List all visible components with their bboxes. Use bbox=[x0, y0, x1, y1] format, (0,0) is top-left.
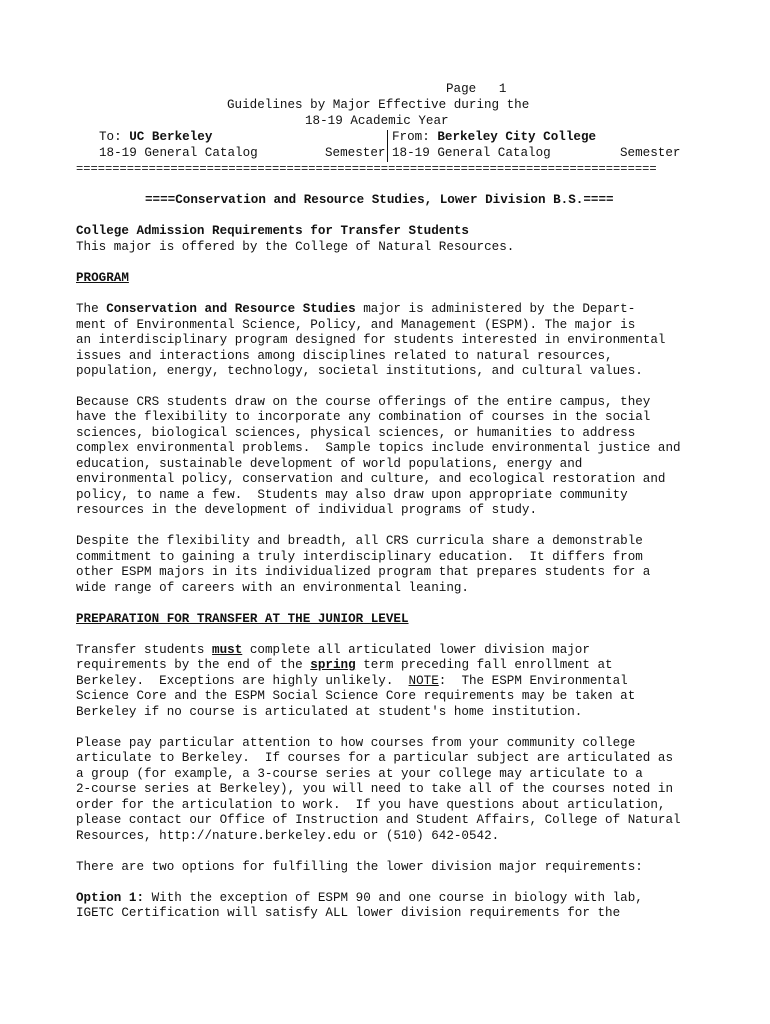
document-title: Guidelines by Major Effective during the bbox=[227, 98, 530, 112]
text-run: requirements by the end of the bbox=[76, 658, 311, 672]
program-text-line: have the flexibility to incorporate any combination of courses in the social bbox=[76, 410, 651, 424]
program-text-line: other ESPM majors in its individualized program that prepares students for a bbox=[76, 565, 651, 579]
program-text-line: commitment to gaining a truly interdisciplinary education. It differs from bbox=[76, 550, 643, 564]
program-text-line: Despite the flexibility and breadth, all CRS curricula share a demonstrable bbox=[76, 534, 643, 548]
admission-heading: College Admission Requirements for Transfer Students bbox=[76, 224, 469, 238]
program-text-line: issues and interactions among disciplines related to natural resources, bbox=[76, 349, 613, 363]
prep-text-line bbox=[76, 674, 628, 690]
prep-text-line: Resources, http://nature.berkeley.edu or (510) 642-0542. bbox=[76, 829, 500, 843]
program-text-line: an interdisciplinary program designed for students interested in environmental bbox=[76, 333, 666, 347]
prep-text-line: Please pay particular attention to how courses from your community college bbox=[76, 736, 636, 750]
options-line: There are two options for fulfilling the lower division major requirements: bbox=[76, 860, 643, 874]
prep-text-line bbox=[76, 643, 590, 659]
text-run: Transfer students bbox=[76, 643, 213, 657]
page-label: Page bbox=[446, 82, 477, 96]
from-label: From: bbox=[392, 130, 430, 144]
program-text-line: Because CRS students draw on the course offerings of the entire campus, they bbox=[76, 395, 651, 409]
text-run: complete all articulated lower division major bbox=[242, 643, 590, 657]
prep-text-line: Science Core and the ESPM Social Science Core requirements may be taken at bbox=[76, 689, 636, 703]
page-indicator bbox=[446, 82, 506, 98]
program-text-line: complex environmental problems. Sample topics include environmental justice and bbox=[76, 441, 681, 455]
prep-text-line: a group (for example, a 3-course series at your college may articulate to a bbox=[76, 767, 643, 781]
academic-year: 18-19 Academic Year bbox=[305, 114, 449, 128]
column-divider bbox=[387, 130, 388, 162]
text-run: Berkeley. Exceptions are highly unlikely. bbox=[76, 674, 409, 688]
left-term: Semester bbox=[325, 146, 386, 160]
program-heading: PROGRAM bbox=[76, 271, 129, 285]
prep-text-line: Berkeley if no course is articulated at student's home institution. bbox=[76, 705, 583, 719]
preparation-heading: PREPARATION FOR TRANSFER AT THE JUNIOR LEVEL bbox=[76, 612, 409, 626]
text-run: The bbox=[76, 302, 107, 316]
to-label: To: bbox=[99, 130, 122, 144]
prep-text-line: order for the articulation to work. If you have questions about articulation, bbox=[76, 798, 666, 812]
program-text-line: environmental policy, conservation and culture, and ecological restoration and bbox=[76, 472, 666, 486]
prep-text-line: please contact our Office of Instruction and Student Affairs, College of Natural bbox=[76, 813, 681, 827]
major-name: Conservation and Resource Studies bbox=[106, 302, 356, 316]
from-school-line bbox=[392, 130, 596, 146]
page-number: 1 bbox=[498, 82, 507, 96]
to-school: UC Berkeley bbox=[129, 130, 213, 144]
text-run: With the exception of ESPM 90 and one course in biology with lab, bbox=[144, 891, 643, 905]
prep-text-line: articulate to Berkeley. If courses for a particular subject are articulated as bbox=[76, 751, 674, 765]
program-text-line: policy, to name a few. Students may also draw upon appropriate community bbox=[76, 488, 628, 502]
right-term: Semester bbox=[620, 146, 681, 160]
option-1-line bbox=[76, 891, 643, 907]
emphasis-must: must bbox=[212, 643, 243, 657]
major-title: ====Conservation and Resource Studies, Lower Division B.S.==== bbox=[145, 193, 614, 207]
program-text-line bbox=[76, 302, 635, 318]
note-label: NOTE bbox=[408, 674, 439, 688]
prep-text-line bbox=[76, 658, 613, 674]
program-text-line: population, energy, technology, societal institutions, and cultural values. bbox=[76, 364, 643, 378]
option-1-label: Option 1: bbox=[76, 891, 145, 905]
program-text-line: sciences, biological sciences, physical sciences, or humanities to address bbox=[76, 426, 636, 440]
program-text-line: education, sustainable development of world populations, energy and bbox=[76, 457, 583, 471]
text-run: : The ESPM Environmental bbox=[438, 674, 628, 688]
text-run: term preceding fall enrollment at bbox=[355, 658, 613, 672]
header-rule: ================================================================================ bbox=[76, 162, 657, 176]
program-text-line: ment of Environmental Science, Policy, and Management (ESPM). The major is bbox=[76, 318, 636, 332]
program-text-line: resources in the development of individual programs of study. bbox=[76, 503, 538, 517]
from-school: Berkeley City College bbox=[437, 130, 597, 144]
prep-text-line: 2-course series at Berkeley), you will need to take all of the courses noted in bbox=[76, 782, 674, 796]
right-catalog: 18-19 General Catalog bbox=[392, 146, 551, 160]
to-school-line bbox=[99, 130, 212, 146]
program-text-line: wide range of careers with an environmental leaning. bbox=[76, 581, 469, 595]
admission-text: This major is offered by the College of Natural Resources. bbox=[76, 240, 515, 254]
text-run: major is administered by the Depart- bbox=[355, 302, 636, 316]
emphasis-spring: spring bbox=[310, 658, 356, 672]
option-1-line: IGETC Certification will satisfy ALL lower division requirements for the bbox=[76, 906, 621, 920]
left-catalog: 18-19 General Catalog bbox=[99, 146, 258, 160]
